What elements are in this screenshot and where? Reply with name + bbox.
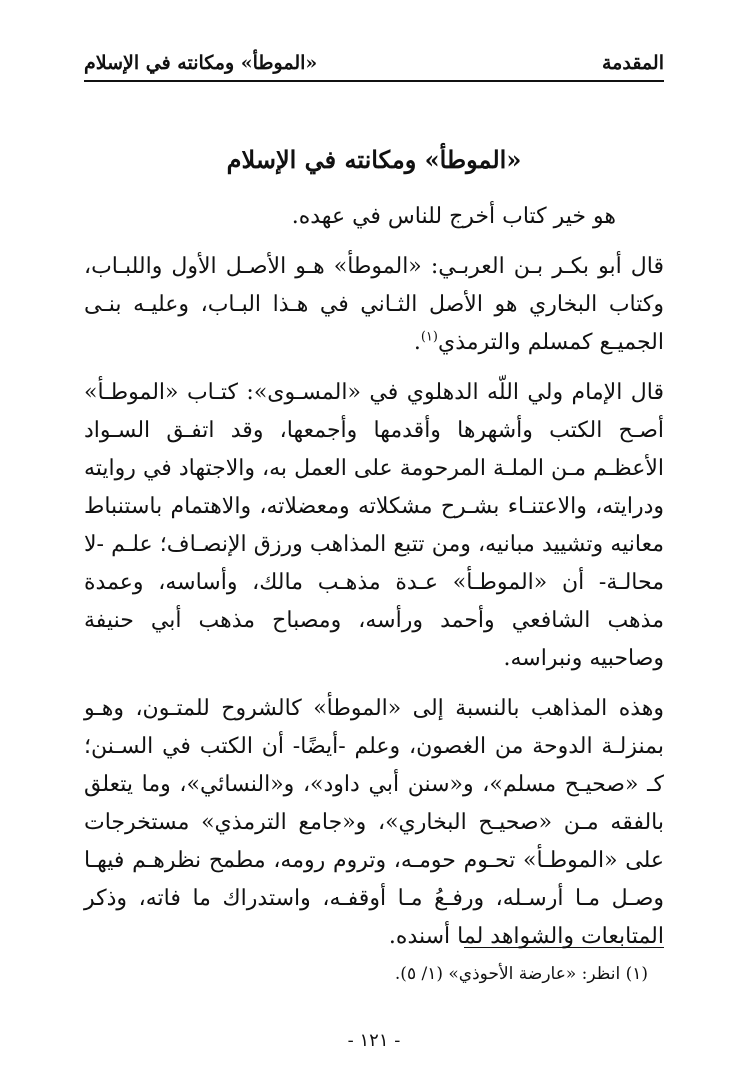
paragraph-end: . (413, 330, 421, 355)
header-divider (84, 80, 664, 82)
book-title: «الموطأ» ومكانته في الإسلام (84, 52, 318, 74)
page-number: - ١٢١ - (347, 1030, 401, 1051)
footnote: (١) انظر: «عارضة الأحوذي» (١/ ٥). (394, 964, 648, 984)
footnote-divider (464, 947, 664, 948)
running-header (84, 44, 664, 74)
chapter-title: المقدمة (601, 52, 664, 74)
section-title: «الموطأ» ومكانته في الإسلام (226, 145, 522, 174)
paragraph (84, 248, 664, 362)
paragraph-text: قال أبو بكـر بـن العربـي: «الموطأ» هـو الأصـل الأول واللبـاب، وكتاب البخاري هو الأصل الثـاني في هـذا البـاب، وعليـه بنـى الجميـع كمسلم والترمذي (84, 254, 664, 355)
paragraph: قال الإمام ولي اللّه الدهلوي في «المسـوى»: كتـاب «الموطـأ» أصـح الكتب وأشهرها وأقدمها وأجمعها، وقد اتفـق السـواد الأعظـم مـن الملـة المرحومة على العمل به، والاجتهاد في روايته ودرايته، والاعتنـاء بشـرح مشكلاته ومعضلاته، والاهتمام باستنباط معانيه وتشييد مبانيه، ومن تتبع المذاهب ورزق الإنصـاف؛ علـم -لا محالـة- أن «الموطـأ» عـدة مذهـب مالك، وأساسه، وعمدة مذهب الشافعي وأحمد ورأسه، ومصباح مذهب أبي حنيفة وصاحبيه ونبراسه. (84, 380, 664, 671)
paragraph: هو خير كتاب أخرج للناس في عهده. (291, 204, 616, 229)
footnote-marker: (١) (420, 329, 438, 345)
paragraph: وهذه المذاهب بالنسبة إلى «الموطأ» كالشروح للمتـون، وهـو بمنزلـة الدوحة من الغصون، وعلم -أيضًا- أن الكتب في السـنن؛ كـ «صحيـح مسلم»، و«سنن أبي داود»، و«النسائي»، وما يتعلق بالفقه مـن «صحيـح البخاري»، و«جامع الترمذي» مستخرجات على «الموطـأ» تحـوم حومـه، وتروم رومه، مطمح نظرهـم فيهـا وصـل مـا أرسـله، ورفـعُ مـا أوقفـه، واستدراك ما فاته، وذكر المتابعات والشواهد لما أسنده. (84, 696, 664, 949)
body-text (84, 198, 664, 968)
